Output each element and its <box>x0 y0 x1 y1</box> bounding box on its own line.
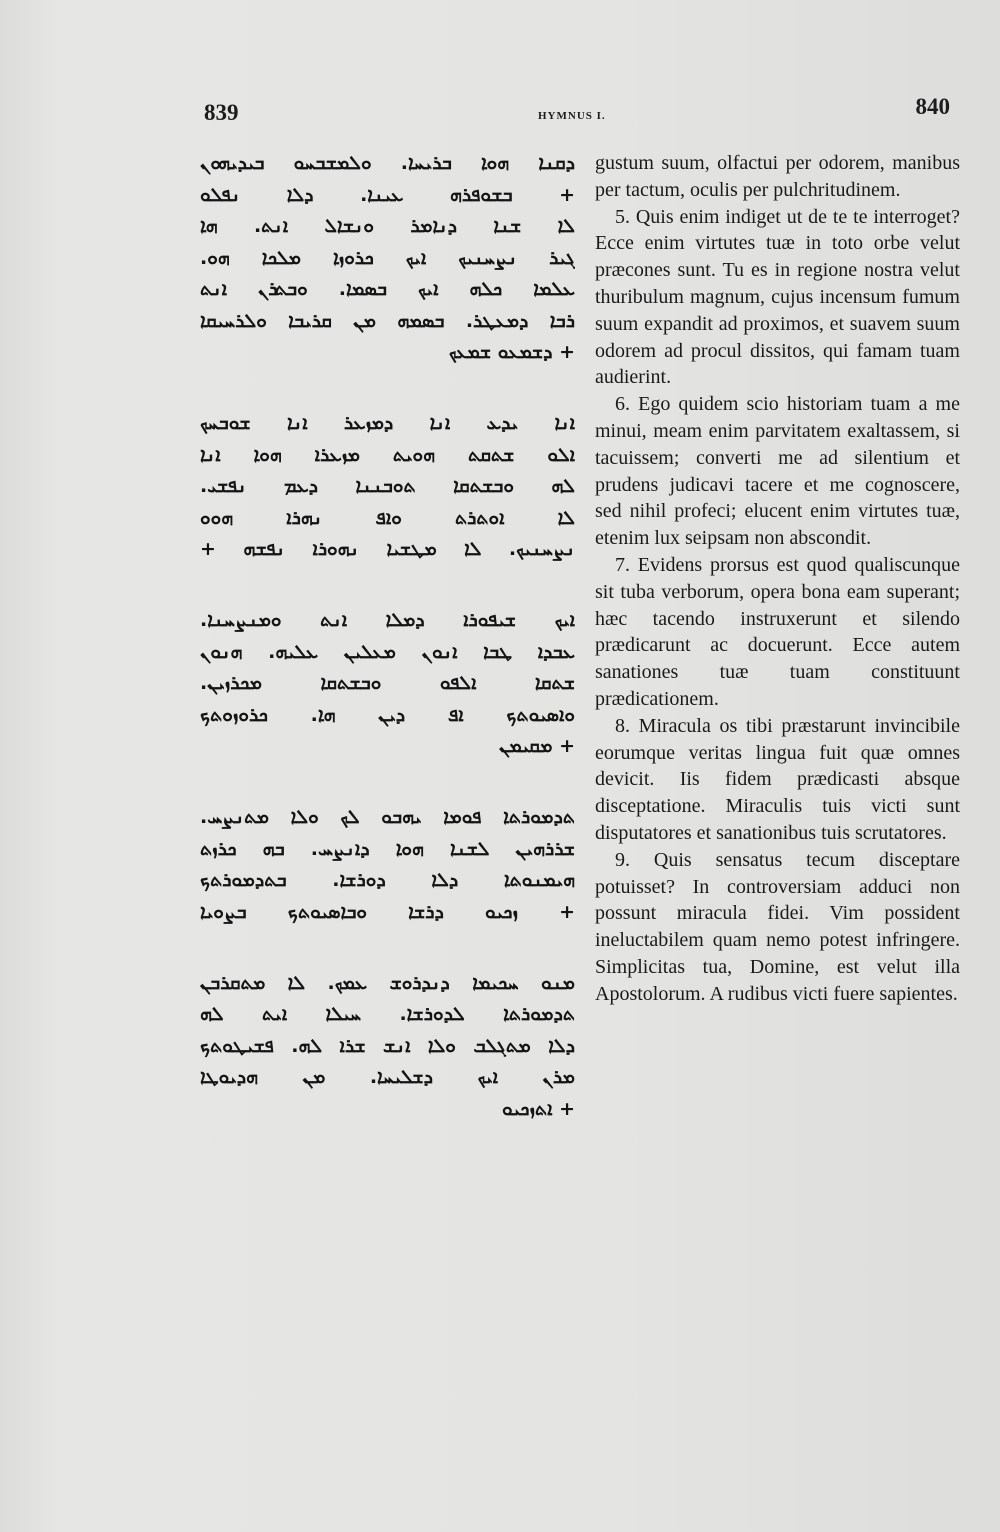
syriac-stanza-5 <box>200 970 575 1123</box>
syriac-line: ܠܗ ܘܒܫܬܩܐ ܬܘܒܢܢܐ ܕܥܡ ܢܦܫܝ. <box>200 475 575 497</box>
syriac-stanza-2 <box>200 410 575 563</box>
syriac-line: ܫܪܪܗܝܢ ܠܫܢܐ ܗܘܐ ܕܐܢܨܚ. ܒܗ ܟܪܙܬ <box>200 837 575 860</box>
syriac-line: ܐܝܟ ܫܝܦܘܪܐ ܕܡܠܐ ܐܢܬ ܘܡܢܨܚܢܐ. <box>200 609 575 631</box>
syriac-line: + ܐܬܙܟܝܘ <box>502 1097 575 1120</box>
syriac-line: + ܒܫܘܦܪܗ ܥܝܢܐ. ܕܠܐ ܢܦܠܘ <box>200 183 575 206</box>
syriac-line: ܬܕܡܘܪܬܐ ܦܘܡܐ ܝܗܒܘ ܠܟ ܘܠܐ ܡܬܢܨܚ. <box>200 806 575 828</box>
syriac-line: ܥܒܕܐ ܛܒܐ ܐܢܘܢ ܡܥܠܝܢ ܥܠܝܗ. ܗܢܘܢ <box>200 640 575 663</box>
syriac-line: ܕܩܢܐ ܗܘܐ ܒܪܝܚܐ. ܘܠܡܫܒܚܘ ܒܝܕܝܗܘܢ <box>200 152 575 174</box>
page-number-left: 839 <box>204 100 239 125</box>
running-head: HYMNUS I. <box>538 110 606 122</box>
syriac-line: ܪܒܐ ܕܡܥܛܪ. ܒܣܡܗ ܡܢ ܩܪܝܒܐ ܘܠܪܚܝܩܐ <box>200 309 575 332</box>
latin-paragraph-7: 7. Evidens prorsus est quod qualiscunque sit tuba verborum, opera bona eam superant; hæc tacendo instruxerunt et silendo prædicarunt ac docuerunt. Ecce autem sanationes tuæ tuam constituunt prædicationem. <box>595 553 960 710</box>
syriac-line: ܐܠܘ ܫܬܩܬ ܗܘܝܬ ܡܙܥܪܐ ܗܘܐ ܐܢܐ <box>200 443 575 466</box>
syriac-line: + ܕܫܡܥܘ ܫܡܥܟ <box>448 341 575 363</box>
syriac-line: ܘܐܣܝܘܬܟ ܐܦ ܕܝܢ ܗܐ. ܟܪܘܙܘܬܟ <box>200 703 575 726</box>
syriac-stanza-3 <box>200 607 575 760</box>
latin-paragraph-5: 5. Quis enim indiget ut de te te interroget? Ecce enim virtutes tuæ in toto orbe velut præcones sunt. Tu es in regione nostra velut thuribulum magnum, cujus incensum fumum suum expandit ad proximos, et suavem suum odorem ad procul dissitos, qui famam tuam audierint. <box>595 205 960 389</box>
syriac-line: ܡܢܘ ܚܟܝܡܐ ܕܢܕܪܘܫ ܥܡܟ. ܠܐ ܡܬܩܪܒܢ <box>200 971 575 994</box>
syriac-line: ܗܝܡܢܘܬܐ ܕܠܐ ܕܘܪܫܐ. ܒܬܕܡܘܪܬܟ <box>200 869 575 891</box>
syriac-stanza-1 <box>200 150 575 366</box>
latin-paragraph-6: 6. Ego quidem scio historiam tuam a me minui, meam enim parvitatem exaltassem, si tacuissem; converti me ad silentium et prudens judicavi tacere et me cognoscere, sed nihil profeci; elucent enim virtutes tuæ, etenim lux seipsam non abscondit. <box>595 393 960 550</box>
syriac-line: ܠܐ ܐܘܬܪܬ ܘܐܦ ܢܗܪܐ ܗܘܘ <box>200 506 575 529</box>
syriac-line: ܫܬܩܐ ܐܠܦܘ ܘܒܫܬܩܐ ܡܟܪܙܝܢ. <box>200 672 575 694</box>
syriac-line: ܠܐ ܫܢܐ ܕܢܐܡܪ ܘܢܫܐܠ ܐܢܬ. ܗܐ <box>200 215 575 237</box>
syriac-stanza-4 <box>200 804 575 926</box>
page-header <box>200 92 960 132</box>
latin-paragraph-continuation: gustum suum, olfactui per odorem, manibus per tactum, oculis per pulchritudinem. <box>595 152 960 201</box>
latin-paragraph-8: 8. Miracula os tibi præstarunt invincibile eorumque veritas lingua fuit quæ omnes devicit. Iis fidem prædicasti absque disceptatione. Miraculis tuis victi sunt disputatores et sanationibus tuis scrutatores. <box>595 714 960 844</box>
syriac-line: ܡܪܢ ܐܝܟ ܕܫܠܝܚܐ. ܡܢ ܗܕܝܘܛܐ <box>200 1066 575 1088</box>
latin-translation-column <box>595 150 960 1008</box>
syriac-line: ܢܨܚܢܝܟ. ܠܐ ܡܛܫܝܐ ܢܗܘܪܐ ܢܦܫܗ + <box>200 538 575 560</box>
syriac-line: ܥܠܡܐ ܟܠܗ ܐܝܟ ܒܣܡܐ. ܘܒܬܪܢ ܐܢܬ <box>200 278 575 300</box>
latin-paragraph-9: 9. Quis sensatus tecum disceptare potuisset? In controversiam adduci non possunt miracula fidei. Vim possident ineluctabilem quam nemo potest infringere. Simplicitas tua, Domine, est velut illa Apostolorum. A rudibus victi fuere sapientes. <box>595 848 960 1005</box>
page-number-right: 840 <box>915 94 950 119</box>
syriac-line: ܐܢܐ ܝܕܥ ܐܢܐ ܕܡܙܥܪ ܐܢܐ ܫܘܒܚܟ <box>200 412 575 434</box>
syriac-line: ܕܠܐ ܡܬܓܠܒ ܘܠܐ ܐܢܫ ܫܪܐ ܠܗ. ܦܫܝܛܘܬܟ <box>200 1034 575 1057</box>
syriac-line: + ܡܩܝܡܢ <box>499 735 575 757</box>
syriac-line: + ܙܟܝܘ ܕܪܫܐ ܘܒܐܣܝܘܬܟ ܒܨܘܝܐ <box>200 900 575 923</box>
syriac-line: ܓܝܪ ܢܨܚܢܝܟ ܐܝܟ ܟܪܘܙܐ ܡܠܟܐ ܗܘ. <box>200 246 575 269</box>
syriac-line: ܬܕܡܘܪܬܐ ܠܕܘܪܫܐ. ܚܝܠܐ ܐܝܬ ܠܗ <box>200 1003 575 1025</box>
syriac-text-column <box>200 150 575 1167</box>
